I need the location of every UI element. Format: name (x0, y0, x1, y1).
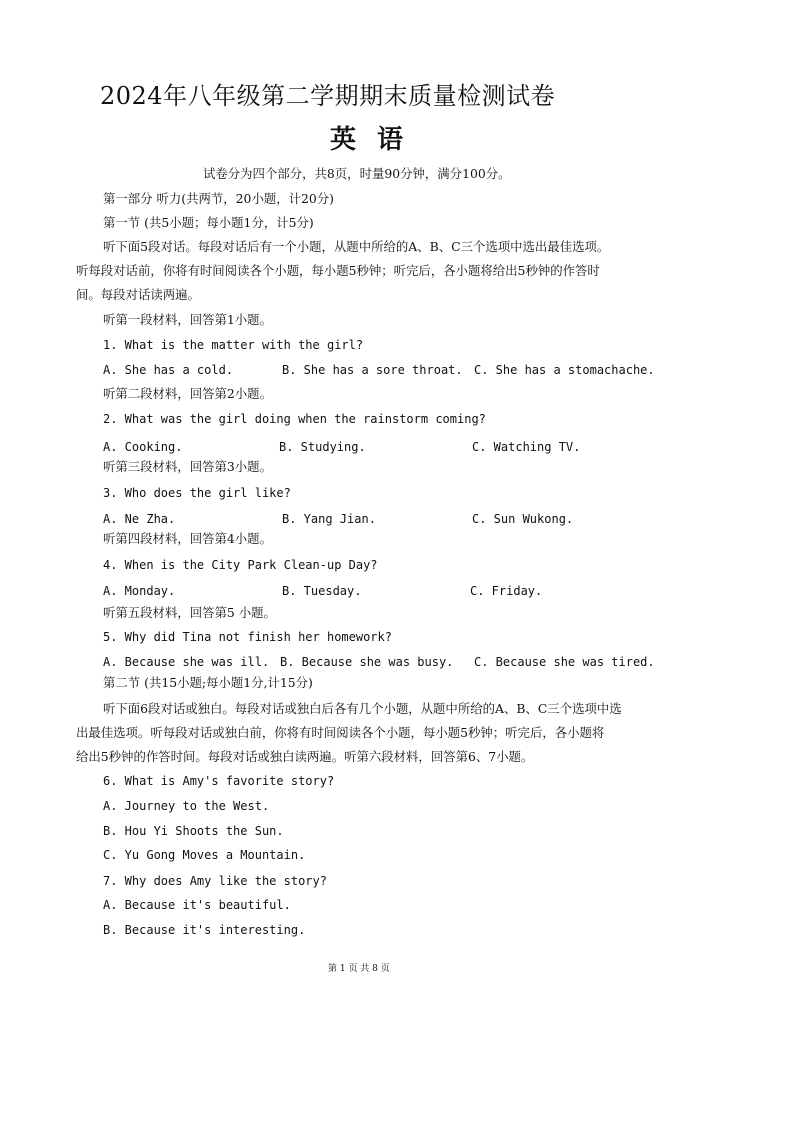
q5-option-b: B. Because she was busy. (280, 655, 454, 669)
q2-intro: 听第二段材料，回答第2小题。 (103, 386, 272, 401)
exam-intro: 试卷分为四个部分，共8页，时量90分钟，满分100分。 (203, 166, 511, 181)
q1-intro: 听第一段材料，回答第1小题。 (103, 312, 272, 327)
section1-instruction-line: 听每段对话前，你将有时间阅读各个小题，每小题5秒钟；听完后，各小题将给出5秒钟的作答时 (76, 263, 600, 278)
q4-option-c: C. Friday. (470, 584, 543, 598)
q3-intro: 听第三段材料，回答第3小题。 (103, 459, 272, 474)
q6-option-a: A. Journey to the West. (103, 799, 270, 813)
q1-option-b: B. She has a sore throat. (282, 363, 463, 377)
section1-instruction-line: 听下面5段对话。每段对话后有一个小题，从题中所给的A、B、C三个选项中选出最佳选项。 (103, 239, 610, 254)
q2-option-b: B. Studying. (279, 440, 366, 454)
q4-option-a: A. Monday. (103, 584, 176, 598)
q7-option-b: B. Because it's interesting. (103, 923, 306, 937)
section1-instruction-line: 间。每段对话读两遍。 (76, 287, 200, 302)
section1-heading: 第一节 (共5小题；每小题1分，计5分) (103, 215, 314, 230)
q5-intro: 听第五段材料，回答第5 小题。 (103, 605, 276, 620)
subject-title: 英 语 (330, 125, 410, 155)
q5-option-c: C. Because she was tired. (474, 655, 655, 669)
q4-option-b: B. Tuesday. (282, 584, 362, 598)
page-title: 2024年八年级第二学期期末质量检测试卷 (100, 82, 556, 110)
part1-heading: 第一部分 听力(共两节，20小题，计20分) (103, 191, 334, 206)
q3-option-b: B. Yang Jian. (282, 512, 376, 526)
q2-option-a: A. Cooking. (103, 440, 183, 454)
q3-option-a: A. Ne Zha. (103, 512, 176, 526)
page-footer: 第 1 页 共 8 页 (328, 964, 390, 974)
section2-heading: 第二节 (共15小题;每小题1分,计15分) (103, 675, 313, 690)
q6-option-c: C. Yu Gong Moves a Mountain. (103, 848, 306, 862)
q2-stem: 2. What was the girl doing when the rainstorm coming? (103, 412, 486, 426)
section2-instruction-line: 听下面6段对话或独白。每段对话或独白后各有几个小题，从题中所给的A、B、C三个选项中选 (103, 701, 622, 716)
q2-option-c: C. Watching TV. (472, 440, 581, 454)
q7-option-a: A. Because it's beautiful. (103, 898, 291, 912)
q5-option-a: A. Because she was ill. (103, 655, 270, 669)
q6-stem: 6. What is Amy's favorite story? (103, 774, 335, 788)
q4-stem: 4. When is the City Park Clean-up Day? (103, 558, 378, 572)
q3-option-c: C. Sun Wukong. (472, 512, 574, 526)
q5-stem: 5. Why did Tina not finish her homework? (103, 630, 392, 644)
q3-stem: 3. Who does the girl like? (103, 486, 291, 500)
q4-intro: 听第四段材料，回答第4小题。 (103, 531, 272, 546)
q1-option-c: C. She has a stomachache. (474, 363, 655, 377)
q7-stem: 7. Why does Amy like the story? (103, 874, 327, 888)
section2-instruction-line: 出最佳选项。听每段对话或独白前，你将有时间阅读各个小题，每小题5秒钟；听完后，各小题将 (76, 725, 605, 740)
q1-option-a: A. She has a cold. (103, 363, 234, 377)
section2-instruction-line: 给出5秒钟的作答时间。每段对话或独白读两遍。听第六段材料，回答第6、7小题。 (76, 749, 534, 764)
q6-option-b: B. Hou Yi Shoots the Sun. (103, 824, 284, 838)
q1-stem: 1. What is the matter with the girl? (103, 338, 364, 352)
